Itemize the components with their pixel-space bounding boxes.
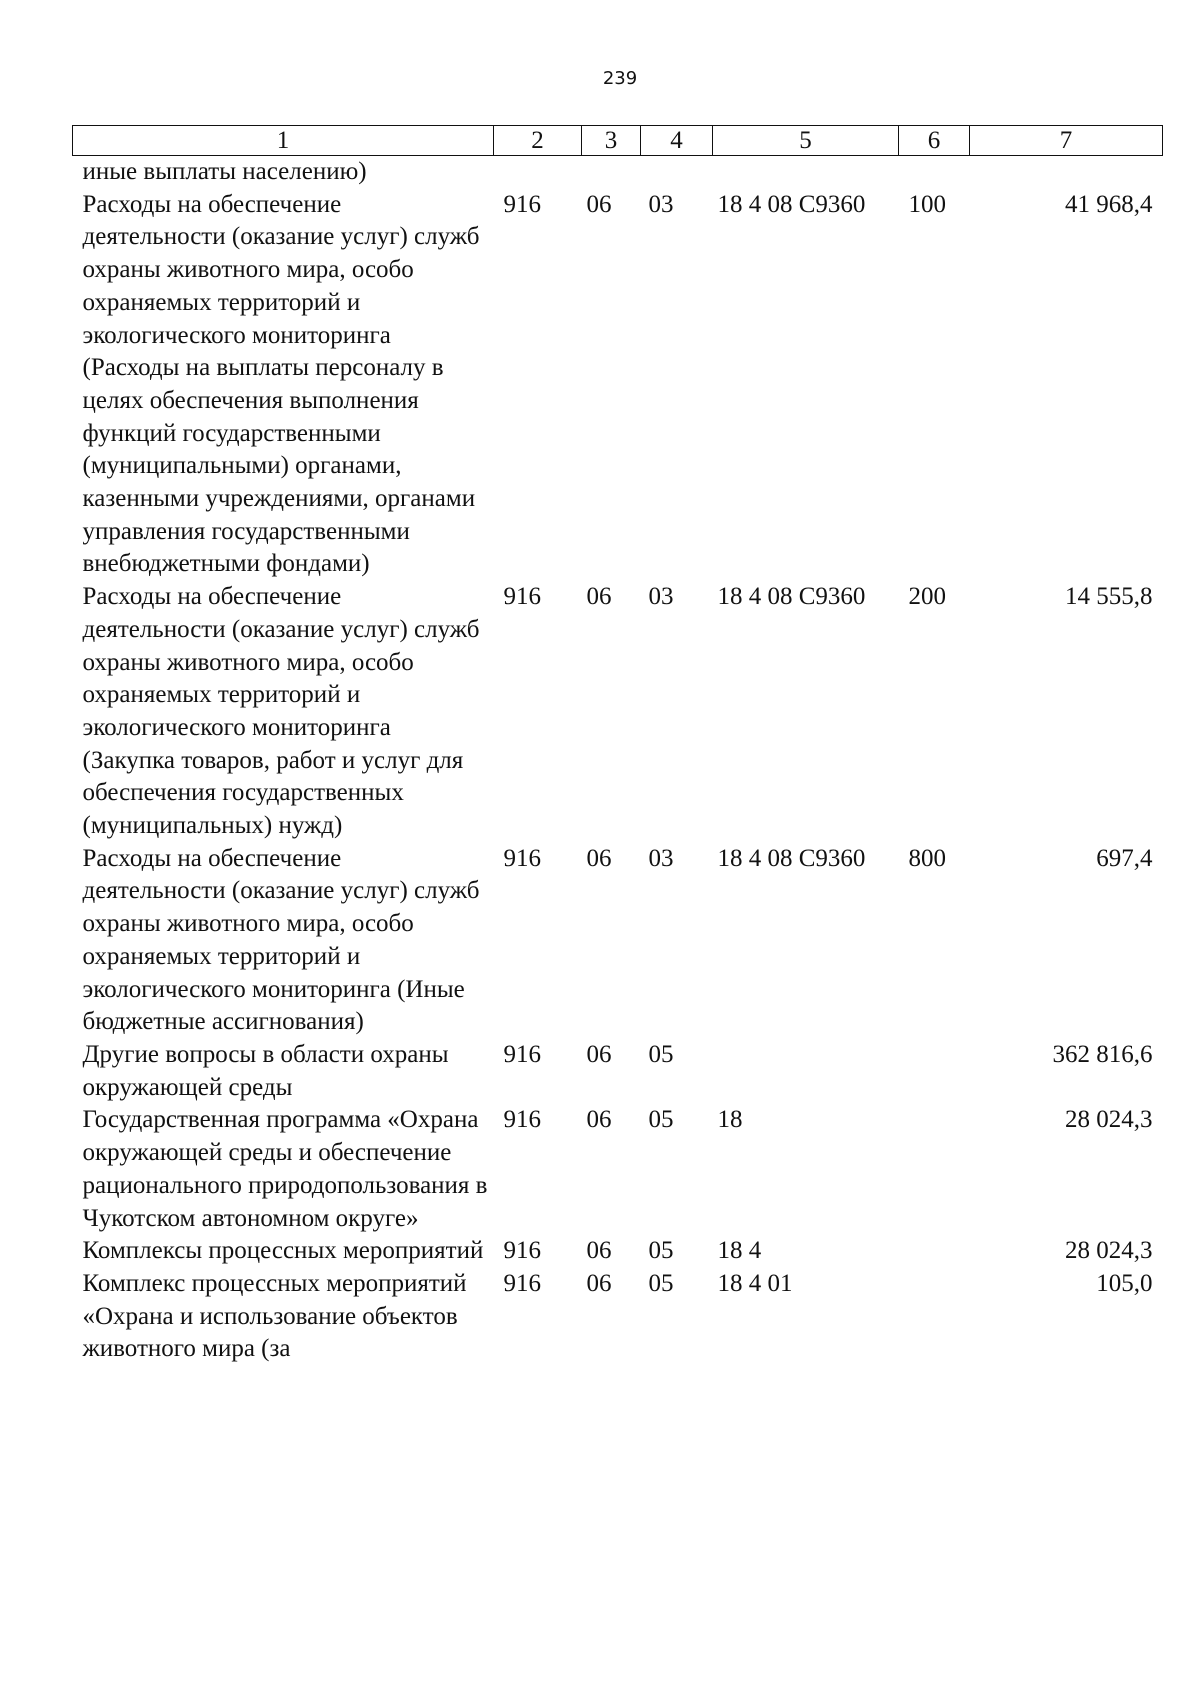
row-amount: 362 816,6 — [1052, 1040, 1153, 1068]
row-subsection-code: 03 — [648, 844, 674, 872]
row-name: Расходы на обеспечение деятельности (оказание услуг) служб охраны животного мира, особо охраняемых территорий и экологического мониторинга (Расходы на выплаты персоналу в целях обеспечения выполнения функций государственными (муниципальными) органами, казенными учреждениями, органами управления государственными внебюджетными фондами) — [82, 190, 480, 578]
row-ministry-code: 916 — [503, 190, 541, 218]
row-subsection-code — [641, 156, 713, 189]
header-cell: 5 — [713, 126, 899, 156]
row-ministry-code: 916 — [503, 1269, 541, 1297]
row-expense-type: 100 — [908, 190, 946, 218]
row-target-article: 18 4 08 С9360 — [717, 190, 866, 218]
row-expense-type — [899, 1104, 970, 1235]
row-target-article: 18 — [717, 1106, 743, 1134]
row-target-article: 18 4 01 — [717, 1269, 793, 1297]
row-expense-type — [899, 156, 970, 189]
row-expense-type — [899, 1039, 970, 1104]
row-subsection-code: 03 — [648, 583, 674, 611]
row-section-code: 06 — [586, 190, 612, 218]
row-section-code: 06 — [586, 1106, 612, 1134]
row-subsection-code: 05 — [648, 1106, 674, 1134]
row-subsection-code: 05 — [648, 1237, 674, 1265]
row-target-article: 18 4 08 С9360 — [717, 844, 866, 872]
row-name: Комплексы процессных мероприятий — [82, 1237, 484, 1265]
row-amount: 28 024,3 — [1065, 1106, 1153, 1134]
table-body — [73, 156, 1163, 1367]
row-target-article: 18 4 08 С9360 — [717, 583, 866, 611]
row-target-article: 18 4 — [717, 1237, 762, 1265]
row-amount: 41 968,4 — [1065, 190, 1153, 218]
row-name: иные выплаты населению) — [82, 158, 367, 185]
row-section-code: 06 — [586, 844, 612, 872]
row-expense-type: 800 — [908, 844, 946, 872]
row-target-article — [713, 156, 899, 189]
table-row — [73, 156, 1163, 189]
header-cell: 4 — [641, 126, 713, 156]
row-name: Государственная программа «Охрана окружающей среды и обеспечение рационального природопользования в Чукотском автономном округе» — [82, 1106, 488, 1232]
header-cell: 2 — [494, 126, 582, 156]
table-row — [73, 581, 1163, 843]
row-name: Расходы на обеспечение деятельности (оказание услуг) служб охраны животного мира, особо охраняемых территорий и экологического мониторинга (Иные бюджетные ассигнования) — [82, 844, 480, 1036]
row-section-code: 06 — [586, 1269, 612, 1297]
row-amount: 105,0 — [1096, 1269, 1153, 1297]
table-row — [73, 189, 1163, 581]
row-name: Комплекс процессных мероприятий «Охрана и использование объектов животного мира (за — [82, 1269, 467, 1363]
table-row — [73, 1268, 1163, 1366]
row-expense-type — [899, 1268, 970, 1366]
row-subsection-code: 05 — [648, 1269, 674, 1297]
row-name: Другие вопросы в области охраны окружающей среды — [82, 1040, 449, 1101]
row-ministry-code: 916 — [503, 1040, 541, 1068]
row-section-code — [582, 156, 641, 189]
row-ministry-code: 916 — [503, 1237, 541, 1265]
row-ministry-code — [494, 156, 582, 189]
row-amount — [970, 156, 1163, 189]
row-amount: 697,4 — [1096, 844, 1153, 872]
row-section-code: 06 — [586, 583, 612, 611]
table-row — [73, 843, 1163, 1039]
header-cell: 6 — [899, 126, 970, 156]
table-row — [73, 1039, 1163, 1104]
row-name: Расходы на обеспечение деятельности (оказание услуг) служб охраны животного мира, особо охраняемых территорий и экологического мониторинга (Закупка товаров, работ и услуг для обеспечения государственных (муниципальных) нужд) — [82, 583, 480, 840]
header-cell: 7 — [970, 126, 1163, 156]
row-amount: 14 555,8 — [1065, 583, 1153, 611]
budget-table — [72, 125, 1163, 1366]
row-subsection-code: 03 — [648, 190, 674, 218]
row-ministry-code: 916 — [503, 844, 541, 872]
row-expense-type — [899, 1235, 970, 1268]
header-row — [73, 126, 1163, 156]
table-header — [73, 126, 1163, 156]
row-subsection-code: 05 — [648, 1040, 674, 1068]
header-cell: 1 — [73, 126, 494, 156]
row-ministry-code: 916 — [503, 583, 541, 611]
page-number: 239 — [602, 68, 638, 89]
header-cell: 3 — [582, 126, 641, 156]
row-ministry-code: 916 — [503, 1106, 541, 1134]
table-row — [73, 1235, 1163, 1268]
row-section-code: 06 — [586, 1237, 612, 1265]
table-row — [73, 1104, 1163, 1235]
row-target-article — [713, 1039, 899, 1104]
row-expense-type: 200 — [908, 583, 946, 611]
row-section-code: 06 — [586, 1040, 612, 1068]
row-amount: 28 024,3 — [1065, 1237, 1153, 1265]
